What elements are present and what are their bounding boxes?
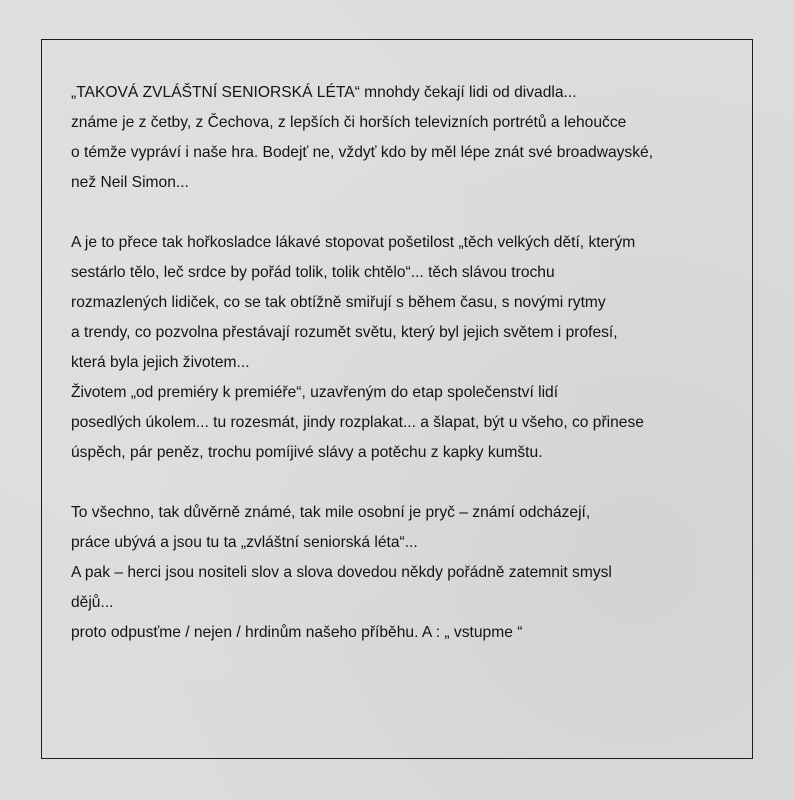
paragraph-1-line-3: o témže vypráví i naše hra. Bodejť ne, vždyť kdo by měl lépe znát své broadwayské, bbox=[71, 144, 654, 161]
paragraph-2-line-4: a trendy, co pozvolna přestávají rozumět světu, který byl jejich světem i profesí, bbox=[71, 324, 618, 341]
paragraph-2-line-5: která byla jejich životem... bbox=[71, 354, 250, 371]
paragraph-2-line-2: sestárlo tělo, leč srdce by pořád tolik, tolik chtělo“... těch slávou trochu bbox=[71, 264, 555, 281]
paragraph-2-line-8: úspěch, pár peněz, trochu pomíjivé slávy a potěchu z kapky kumštu. bbox=[71, 444, 543, 461]
paragraph-3-line-5: proto odpusťme / nejen / hrdinům našeho příběhu. A : „ vstupme “ bbox=[71, 624, 523, 641]
paragraph-1-line-2: známe je z četby, z Čechova, z lepších či horších televizních portrétů a lehoučce bbox=[71, 114, 627, 131]
paragraph-3-line-2: práce ubývá a jsou tu ta „zvláštní seniorská léta“... bbox=[71, 534, 418, 551]
paragraph-spacer bbox=[71, 468, 741, 498]
paragraph-2-line-1: A je to přece tak hořkosladce lákavé stopovat pošetilost „těch velkých dětí, kterým bbox=[71, 234, 636, 251]
paragraph-3-line-4: dějů... bbox=[71, 594, 114, 611]
paragraph-2-line-6: Životem „od premiéry k premiéře“, uzavřeným do etap společenství lidí bbox=[71, 384, 559, 401]
paragraph-2-line-3: rozmazlených lidiček, co se tak obtížně smiřují s během času, s novými rytmy bbox=[71, 294, 606, 311]
paragraph-spacer bbox=[71, 198, 741, 228]
paragraph-2-line-7: posedlých úkolem... tu rozesmát, jindy rozplakat... a šlapat, být u všeho, co přinese bbox=[71, 414, 644, 431]
paragraph-3-line-3: A pak – herci jsou nositeli slov a slova dovedou někdy pořádně zatemnit smysl bbox=[71, 564, 612, 581]
document-text bbox=[71, 78, 741, 648]
paragraph-3-line-1: To všechno, tak důvěrně známé, tak mile osobní je pryč – známí odcházejí, bbox=[71, 504, 591, 521]
paragraph-1-line-4: než Neil Simon... bbox=[71, 174, 189, 191]
paragraph-1-line-1: „TAKOVÁ ZVLÁŠTNÍ SENIORSKÁ LÉTA“ mnohdy čekají lidi od divadla... bbox=[71, 84, 577, 101]
